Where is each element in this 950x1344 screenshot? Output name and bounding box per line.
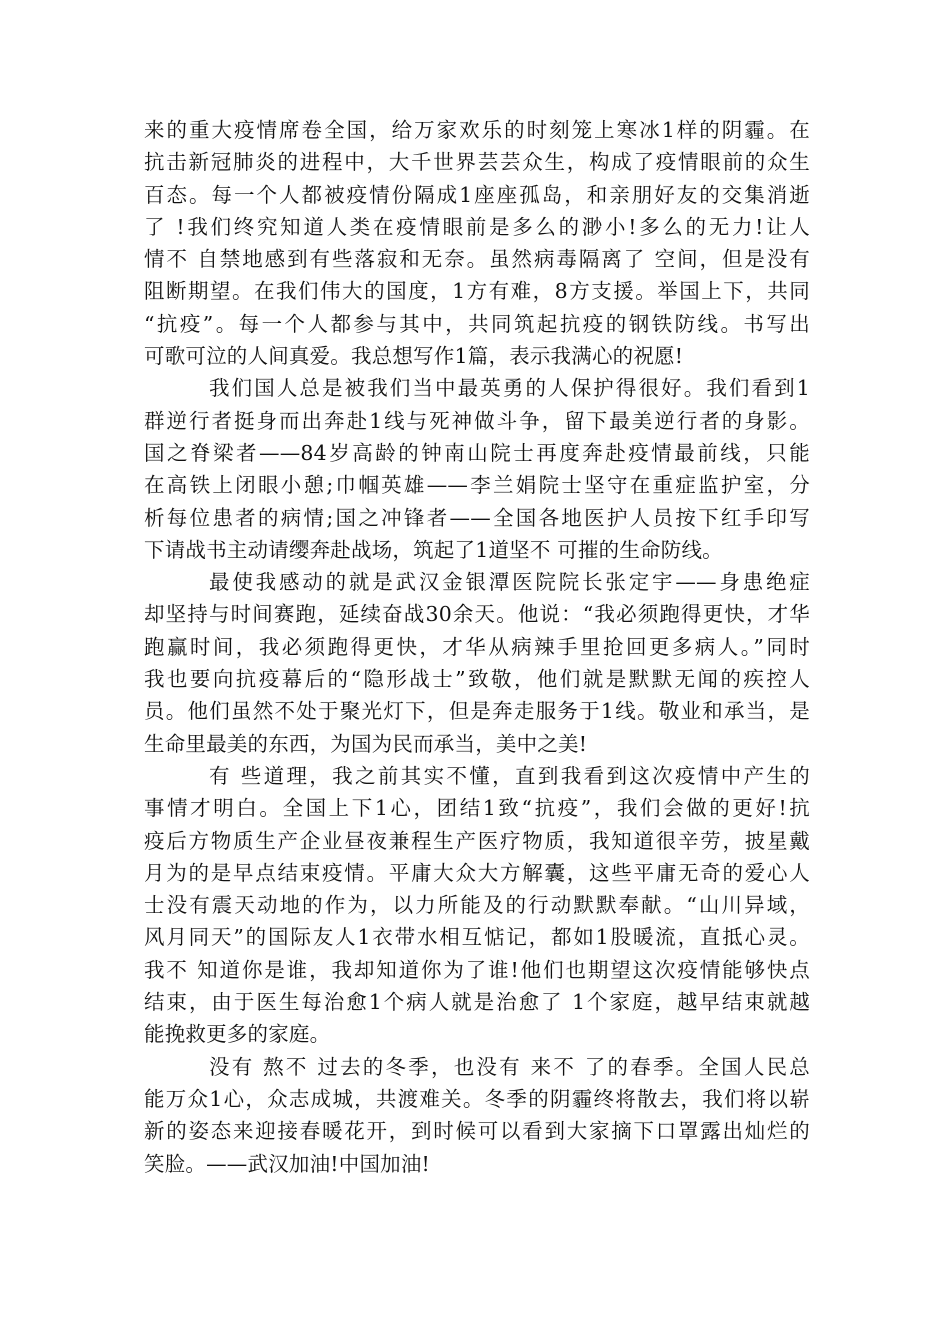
paragraph-2: [144, 372, 810, 566]
text-line: 能挽救更多的家庭。: [144, 1022, 331, 1047]
text-line: 员。他们虽然不处于聚光灯下，但是奔走服务于1线。敬业和承当，是: [144, 699, 810, 724]
text-line: 群逆行者挺身而出奔赴1线与死神做斗争，留下最美逆行者的身影。: [144, 408, 810, 433]
text-line: 生命里最美的东西，为国为民而承当，美中之美!: [144, 731, 588, 756]
text-line: 我不 知道你是谁，我却知道你为了谁!他们也期望这次疫情能够快点: [144, 957, 810, 982]
text-line: 析每位患者的病情;国之冲锋者——全国各地医护人员按下红手印写: [144, 505, 810, 530]
text-line: 有 些道理，我之前其实不懂，直到我看到这次疫情中产生的: [209, 763, 810, 788]
article-body: [144, 114, 810, 1180]
text-line: 结束，由于医生每治愈1个病人就是治愈了 1个家庭，越早结束就越: [144, 990, 810, 1015]
text-line: 我也要向抗疫幕后的“隐形战士”致敬，他们就是默默无闻的疾控人: [144, 667, 810, 692]
text-line: 事情才明白。全国上下1心，团结1致“抗疫”，我们会做的更好!抗: [144, 796, 810, 821]
paragraph-3: [144, 566, 810, 760]
paragraph-1: [144, 114, 810, 372]
text-line: 抗击新冠肺炎的进程中，大千世界芸芸众生，构成了疫情眼前的众生: [144, 150, 810, 175]
text-line: 来的重大疫情席卷全国，给万家欢乐的时刻笼上寒冰1样的阴霾。在: [144, 118, 810, 142]
text-line: 阻断期望。在我们伟大的国度，1方有难，8方支援。举国上下，共同: [144, 279, 810, 304]
text-line: 国之脊梁者——84岁高龄的钟南山院士再度奔赴疫情最前线，只能: [144, 440, 810, 465]
text-line: 跑赢时间，我必须跑得更快，才华从病辣手里抢回更多病人。”同时: [144, 634, 810, 659]
text-line: 却坚持与时间赛跑，延续奋战30余天。他说：“我必须跑得更快，才华: [144, 602, 810, 627]
text-line: 没有 熬不 过去的冬季，也没有 来不 了的春季。全国人民总: [209, 1054, 810, 1079]
text-line: 月为的是早点结束疫情。平庸大众大方解囊，这些平庸无奇的爱心人: [144, 860, 810, 885]
text-line: 士没有震天动地的作为，以力所能及的行动默默奉献。“山川异域，: [144, 893, 810, 918]
text-line: 情不 自禁地感到有些落寂和无奈。虽然病毒隔离了 空间，但是没有: [144, 247, 810, 272]
paragraph-4: [144, 760, 810, 1051]
text-line: 下请战书主动请缨奔赴战场，筑起了1道坚不 可摧的生命防线。: [144, 537, 723, 562]
paragraph-5: [144, 1051, 810, 1180]
text-line: 疫后方物质生产企业昼夜兼程生产医疗物质，我知道很辛劳，披星戴: [144, 828, 810, 853]
text-line: 百态。每一个人都被疫情份隔成1座座孤岛，和亲朋好友的交集消逝: [144, 182, 810, 207]
text-line: 可歌可泣的人间真爱。我总想写作1篇，表示我满心的祝愿!: [144, 344, 684, 369]
text-line: 风月同天”的国际友人1衣带水相互惦记，都如1股暖流，直抵心灵。: [144, 925, 810, 950]
text-line: “抗疫”。每一个人都参与其中，共同筑起抗疫的钢铁防线。书写出: [144, 311, 810, 336]
text-line: 我们国人总是被我们当中最英勇的人保护得很好。我们看到1: [209, 376, 810, 401]
text-line: 笑脸。——武汉加油!中国加油!: [144, 1151, 430, 1176]
text-line: 能万众1心，众志成城，共渡难关。冬季的阴霾终将散去，我们将以崭: [144, 1086, 810, 1111]
text-line: 在高铁上闭眼小憩;巾帼英雄——李兰娟院士坚守在重症监护室，分: [144, 473, 810, 498]
text-line: 了 !我们终究知道人类在疫情眼前是多么的渺小!多么的无力!让人: [144, 214, 810, 239]
text-line: 最使我感动的就是武汉金银潭医院院长张定宇——身患绝症: [209, 570, 810, 595]
text-line: 新的姿态来迎接春暖花开，到时候可以看到大家摘下口罩露出灿烂的: [144, 1119, 810, 1144]
